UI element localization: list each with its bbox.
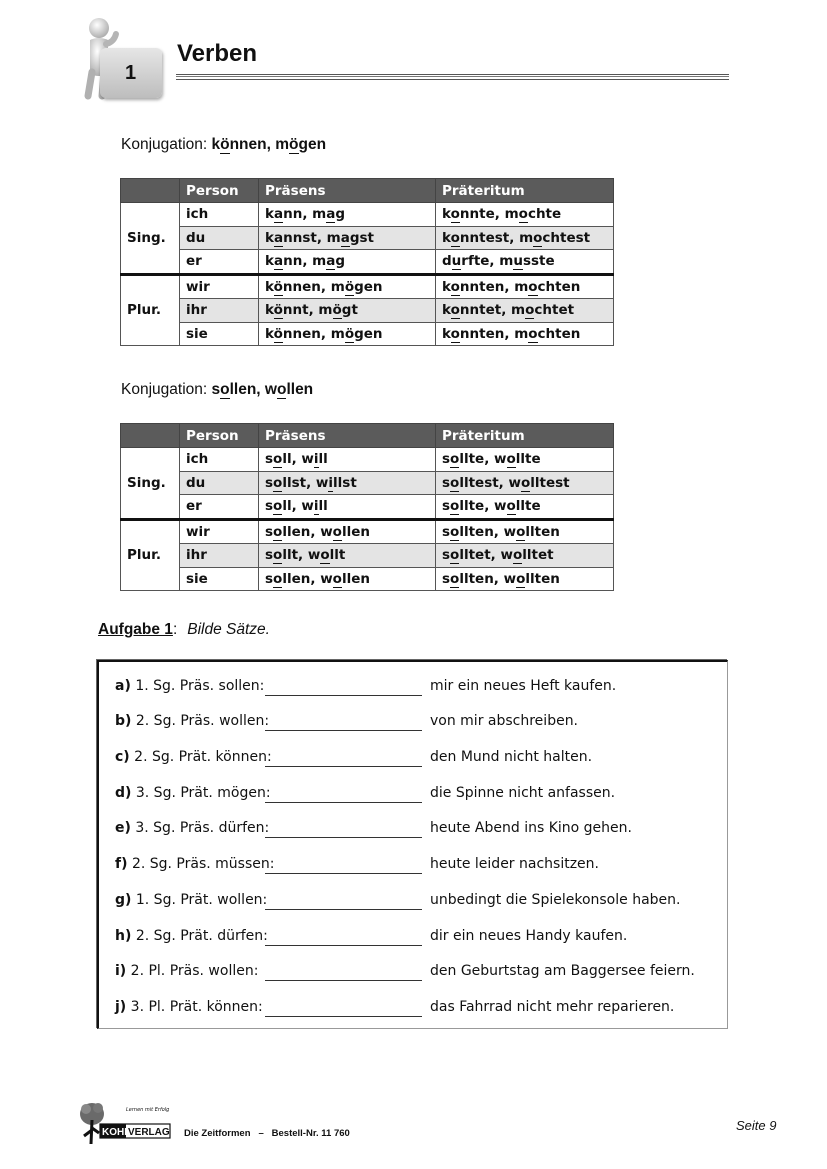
- section2-prefix: Konjugation:: [121, 381, 212, 398]
- task-item-letter: b): [115, 713, 132, 729]
- task-item-completion: das Fahrrad nicht mehr reparieren.: [430, 999, 675, 1015]
- highlighted-vowel: o: [273, 498, 283, 515]
- praesens-cell: [259, 448, 436, 472]
- task-item-letter: e): [115, 820, 131, 836]
- task-item-letter: i): [115, 963, 127, 979]
- person-cell: ich: [180, 448, 259, 472]
- praeteritum-cell: [436, 544, 614, 568]
- highlighted-vowel: ö: [220, 136, 230, 153]
- praesens-form: können, mögen: [265, 325, 383, 342]
- highlighted-vowel: i: [313, 498, 319, 515]
- highlighted-vowel: o: [332, 570, 342, 587]
- highlighted-vowel: o: [273, 523, 283, 540]
- task-item-letter: g): [115, 892, 132, 908]
- answer-blank[interactable]: [265, 820, 422, 838]
- highlighted-vowel: ö: [332, 302, 342, 319]
- praesens-cell: [259, 274, 436, 299]
- header-row: [121, 424, 614, 448]
- title-divider: [176, 74, 729, 80]
- highlighted-vowel: o: [273, 451, 283, 468]
- highlighted-vowel: u: [513, 253, 523, 270]
- page-title: Verben: [177, 40, 258, 67]
- highlighted-vowel: o: [220, 381, 230, 398]
- task-item-prompt: 3. Sg. Präs. dürfen:: [135, 820, 270, 836]
- task-item: [115, 892, 681, 908]
- column-header: Präteritum: [436, 424, 614, 448]
- task-item-completion: unbedingt die Spielekonsole haben.: [430, 892, 681, 908]
- highlighted-vowel: a: [273, 229, 284, 246]
- highlighted-vowel: o: [273, 547, 283, 564]
- praeteritum-form: konnten, mochten: [442, 325, 581, 342]
- number-group-label: Plur.: [121, 274, 180, 346]
- section1-heading: [121, 136, 326, 154]
- task-item-prompt: 3. Sg. Prät. mögen:: [135, 785, 271, 801]
- praeteritum-cell: [436, 471, 614, 495]
- conjugation-table-sollen-wollen: [120, 423, 614, 591]
- column-header: Person: [180, 179, 259, 203]
- table-row: [121, 567, 614, 591]
- highlighted-vowel: o: [525, 302, 535, 319]
- praesens-cell: [259, 322, 436, 346]
- task-item-letter: j): [115, 999, 127, 1015]
- svg-text:KOHL: KOHL: [102, 1127, 131, 1138]
- praesens-cell: [259, 519, 436, 544]
- verb-name: wollen: [264, 381, 314, 398]
- svg-text:Lernen mit Erfolg: Lernen mit Erfolg: [126, 1107, 170, 1113]
- task-item-prompt: 2. Sg. Prät. können:: [134, 749, 272, 765]
- task-item-completion: heute Abend ins Kino gehen.: [430, 820, 632, 836]
- praesens-cell: [259, 471, 436, 495]
- footer-order-number: Bestell-Nr. 11 760: [271, 1128, 350, 1139]
- praesens-cell: [259, 250, 436, 275]
- table-row: [121, 250, 614, 275]
- highlighted-vowel: ö: [344, 325, 355, 342]
- praeteritum-form: konnten, mochten: [442, 278, 581, 295]
- person-cell: wir: [180, 519, 259, 544]
- table-row: [121, 322, 614, 346]
- task-item-prompt: 2. Sg. Prät. dürfen:: [135, 928, 268, 944]
- task-item-prompt: 2. Sg. Präs. müssen:: [131, 856, 275, 872]
- answer-blank[interactable]: [265, 892, 422, 910]
- highlighted-vowel: o: [450, 498, 460, 515]
- person-cell: du: [180, 471, 259, 495]
- highlighted-vowel: o: [320, 547, 330, 564]
- task-item-letter: f): [115, 856, 128, 872]
- praesens-cell: [259, 495, 436, 520]
- praesens-form: kannst, magst: [265, 229, 375, 246]
- task-item-prompt: 3. Pl. Prät. können:: [130, 999, 263, 1015]
- person-cell: sie: [180, 322, 259, 346]
- highlighted-vowel: o: [506, 451, 516, 468]
- svg-text:VERLAG: VERLAG: [128, 1127, 170, 1138]
- table-row: [121, 495, 614, 520]
- task-item: [115, 856, 599, 872]
- highlighted-vowel: ö: [289, 136, 299, 153]
- highlighted-vowel: o: [450, 474, 460, 491]
- verb-name: können: [211, 136, 267, 153]
- highlighted-vowel: o: [273, 474, 283, 491]
- task-colon: :: [172, 621, 178, 638]
- praesens-cell: [259, 544, 436, 568]
- person-cell: wir: [180, 274, 259, 299]
- highlighted-vowel: o: [450, 547, 460, 564]
- highlighted-vowel: o: [521, 474, 531, 491]
- praesens-form: kann, mag: [265, 206, 346, 223]
- person-cell: ihr: [180, 544, 259, 568]
- highlighted-vowel: u: [451, 253, 462, 270]
- person-cell: ich: [180, 203, 259, 227]
- praesens-cell: [259, 299, 436, 323]
- table-row: [121, 471, 614, 495]
- header-row: [121, 179, 614, 203]
- task-label: Aufgabe 1: [98, 621, 173, 638]
- highlighted-vowel: a: [273, 206, 284, 223]
- answer-blank[interactable]: [265, 785, 422, 803]
- footer-book-info: [184, 1128, 350, 1139]
- highlighted-vowel: o: [528, 278, 538, 295]
- task-item-completion: heute leider nachsitzen.: [430, 856, 599, 872]
- highlighted-vowel: a: [340, 229, 350, 246]
- column-header: Präteritum: [436, 179, 614, 203]
- task-item-completion: dir ein neues Handy kaufen.: [430, 928, 628, 944]
- praesens-cell: [259, 203, 436, 227]
- person-cell: er: [180, 495, 259, 520]
- highlighted-vowel: i: [328, 474, 334, 491]
- answer-blank[interactable]: [265, 749, 422, 767]
- kohl-verlag-logo: [78, 1100, 173, 1146]
- answer-blank[interactable]: [265, 999, 422, 1017]
- praesens-form: sollen, wollen: [265, 523, 370, 540]
- table-row: [121, 519, 614, 544]
- table-row: [121, 226, 614, 250]
- highlighted-vowel: o: [450, 229, 460, 246]
- praeteritum-cell: [436, 322, 614, 346]
- number-group-label: Plur.: [121, 519, 180, 591]
- praeteritum-cell: [436, 495, 614, 520]
- highlighted-vowel: o: [332, 523, 342, 540]
- praeteritum-cell: [436, 299, 614, 323]
- highlighted-vowel: o: [450, 278, 460, 295]
- task-item-completion: den Geburtstag am Baggersee feiern.: [430, 963, 695, 979]
- task-item-completion: von mir abschreiben.: [430, 713, 579, 729]
- task-item-letter: a): [115, 678, 131, 694]
- task-item-prompt: 2. Sg. Präs. wollen:: [135, 713, 270, 729]
- answer-blank[interactable]: [265, 856, 422, 874]
- highlighted-vowel: o: [506, 498, 516, 515]
- praeteritum-form: sollte, wollte: [442, 498, 541, 515]
- task-item-completion: den Mund nicht halten.: [430, 749, 593, 765]
- section1-prefix: Konjugation:: [121, 136, 212, 153]
- praeteritum-form: solltest, wolltest: [442, 474, 570, 491]
- task-item-letter: d): [115, 785, 132, 801]
- person-cell: ihr: [180, 299, 259, 323]
- task-item: [115, 963, 695, 979]
- praeteritum-cell: [436, 274, 614, 299]
- highlighted-vowel: ö: [344, 278, 355, 295]
- praeteritum-cell: [436, 203, 614, 227]
- task-heading: [98, 621, 270, 639]
- highlighted-vowel: a: [326, 206, 336, 223]
- task-item: [115, 785, 616, 801]
- highlighted-vowel: o: [450, 451, 460, 468]
- highlighted-vowel: o: [528, 325, 538, 342]
- page-number: Seite 9: [736, 1118, 777, 1133]
- praesens-form: können, mögen: [265, 278, 383, 295]
- praeteritum-form: konntest, mochtest: [442, 229, 591, 246]
- highlighted-vowel: o: [276, 381, 287, 398]
- highlighted-vowel: o: [450, 523, 460, 540]
- praeteritum-form: konntet, mochtet: [442, 302, 575, 319]
- number-group-label: Sing.: [121, 448, 180, 520]
- highlighted-vowel: o: [512, 547, 523, 564]
- task-item: [115, 928, 628, 944]
- table-row: [121, 274, 614, 299]
- highlighted-vowel: o: [450, 302, 460, 319]
- highlighted-vowel: a: [326, 253, 336, 270]
- highlighted-vowel: a: [273, 253, 284, 270]
- praesens-cell: [259, 226, 436, 250]
- praeteritum-form: durfte, musste: [442, 253, 555, 270]
- task-item-prompt: 1. Sg. Prät. wollen:: [135, 892, 268, 908]
- highlighted-vowel: o: [518, 206, 528, 223]
- task-item: [115, 749, 593, 765]
- praeteritum-form: solltet, wolltet: [442, 547, 554, 564]
- answer-blank[interactable]: [265, 678, 422, 696]
- highlighted-vowel: o: [450, 206, 460, 223]
- chapter-number-box: 1: [100, 48, 162, 98]
- highlighted-vowel: ö: [273, 302, 283, 319]
- person-cell: sie: [180, 567, 259, 591]
- number-group-label: Sing.: [121, 203, 180, 275]
- answer-blank[interactable]: [265, 963, 422, 981]
- task-item: [115, 678, 617, 694]
- table-row: [121, 544, 614, 568]
- praeteritum-cell: [436, 567, 614, 591]
- task-instruction: Bilde Sätze.: [187, 621, 270, 638]
- section2-heading: [121, 381, 313, 399]
- praesens-form: könnt, mögt: [265, 302, 358, 319]
- task-item-prompt: 2. Pl. Präs. wollen:: [130, 963, 259, 979]
- highlighted-vowel: ö: [273, 325, 283, 342]
- table-header: [121, 179, 614, 203]
- praeteritum-cell: [436, 250, 614, 275]
- praesens-cell: [259, 567, 436, 591]
- footer-separator: –: [258, 1128, 264, 1139]
- table-row: [121, 299, 614, 323]
- highlighted-vowel: ö: [273, 278, 283, 295]
- praeteritum-form: konnte, mochte: [442, 206, 562, 223]
- task-item-completion: die Spinne nicht anfassen.: [430, 785, 616, 801]
- task-item: [115, 820, 632, 836]
- section2-verbs: [212, 381, 314, 399]
- praeteritum-form: sollten, wollten: [442, 523, 560, 540]
- task-item: [115, 999, 675, 1015]
- highlighted-vowel: o: [516, 570, 526, 587]
- person-cell: er: [180, 250, 259, 275]
- task-item-letter: c): [115, 749, 130, 765]
- section1-verbs: können, mögen: [211, 136, 327, 153]
- praeteritum-cell: [436, 519, 614, 544]
- praesens-form: sollst, willst: [265, 474, 357, 491]
- table-body: [121, 448, 614, 591]
- task-item-completion: mir ein neues Heft kaufen.: [430, 678, 617, 694]
- task-item: [115, 713, 579, 729]
- praesens-form: soll, will: [265, 451, 328, 468]
- task-item-letter: h): [115, 928, 132, 944]
- praeteritum-cell: [436, 448, 614, 472]
- praeteritum-form: sollten, wollten: [442, 570, 560, 587]
- column-header: [121, 179, 180, 203]
- praeteritum-cell: [436, 226, 614, 250]
- verb-name: mögen: [275, 136, 327, 153]
- verb-name: sollen,: [211, 381, 265, 398]
- column-header: Präsens: [259, 179, 436, 203]
- praeteritum-form: sollte, wollte: [442, 451, 541, 468]
- highlighted-vowel: o: [516, 523, 526, 540]
- praesens-form: kann, mag: [265, 253, 346, 270]
- answer-blank[interactable]: [265, 928, 422, 946]
- praesens-form: soll, will: [265, 498, 328, 515]
- task-item-prompt: 1. Sg. Präs. sollen:: [135, 678, 265, 694]
- table-row: [121, 448, 614, 472]
- praesens-form: sollt, wollt: [265, 547, 346, 564]
- footer-book-title: Die Zeitformen: [184, 1128, 251, 1139]
- conjugation-table-koennen-moegen: [120, 178, 614, 346]
- highlighted-vowel: i: [313, 451, 319, 468]
- column-header: Präsens: [259, 424, 436, 448]
- column-header: [121, 424, 180, 448]
- table-row: [121, 203, 614, 227]
- column-header: Person: [180, 424, 259, 448]
- praesens-form: sollen, wollen: [265, 570, 370, 587]
- highlighted-vowel: o: [450, 570, 460, 587]
- table-body: [121, 203, 614, 346]
- highlighted-vowel: o: [273, 570, 283, 587]
- answer-blank[interactable]: [265, 713, 422, 731]
- table-header: [121, 424, 614, 448]
- highlighted-vowel: o: [533, 229, 543, 246]
- highlighted-vowel: o: [450, 325, 460, 342]
- person-cell: du: [180, 226, 259, 250]
